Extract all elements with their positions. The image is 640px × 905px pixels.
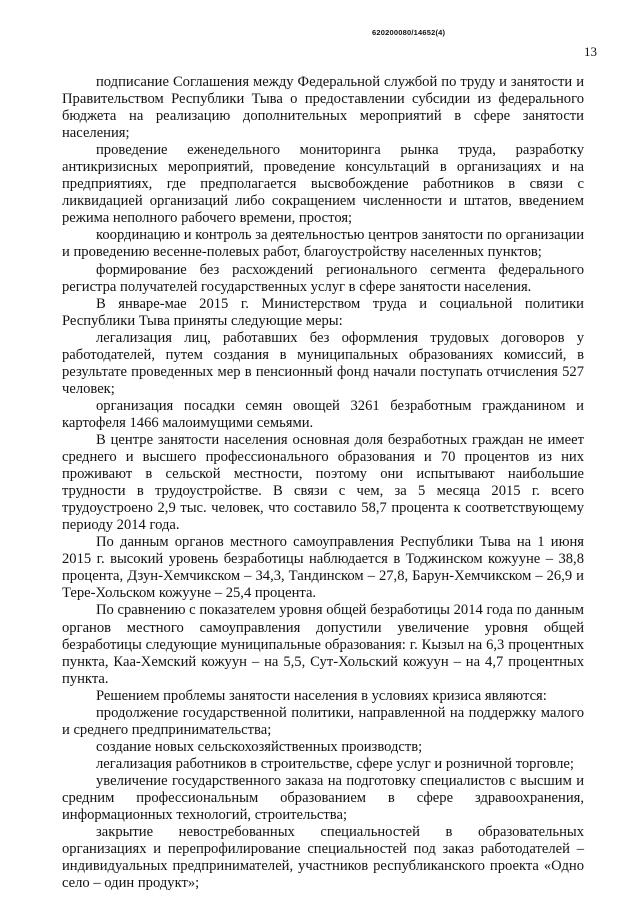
paragraph: В центре занятости населения основная доля безработных граждан не имеет среднего и высшего профессионального образования и 70 процентов из них проживают в сельской местности, поэтому они испытывают наибольшие трудности в трудоустройстве. В связи с чем, за 5 месяца 2015 г. всего трудоустроено 2,9 тыс. человек, что составило 58,7 процента к соответствующему периоду 2014 года. (62, 431, 584, 534)
paragraph: закрытие невостребованных специальностей в образовательных организациях и перепрофилирование специальностей под заказ работодателей – индивидуальных предпринимателей, участников республиканского проекта «Одно село – один продукт»; (62, 824, 584, 892)
page-number: 13 (584, 44, 597, 59)
paragraph: организация посадки семян овощей 3261 безработным гражданином и картофеля 1466 малоимущими семьями. (62, 397, 584, 431)
paragraph: проведение еженедельного мониторинга рынка труда, разработку антикризисных мероприятий, проведение консультаций в организациях и на предприятиях, где предполагается высвобождение работников в связи с ликвидацией организаций либо сокращением численности и штатов, введением режима неполного рабочего времени, простоя; (62, 142, 584, 227)
paragraph: координацию и контроль за деятельностью центров занятости по организации и проведению весенне-полевых работ, благоустройству населенных пунктов; (62, 227, 584, 261)
paragraph: В январе-мае 2015 г. Министерством труда и социальной политики Республики Тыва приняты следующие меры: (62, 295, 584, 329)
paragraph: Решением проблемы занятости населения в условиях кризиса являются: (96, 687, 547, 704)
paragraph: формирование без расхождений регионального сегмента федерального регистра получателей государственных услуг в сфере занятости населения. (62, 261, 584, 295)
document-id: 620200080/14652(4) (372, 28, 446, 37)
paragraph: продолжение государственной политики, направленной на поддержку малого и среднего предпринимательства; (62, 704, 584, 738)
paragraph: легализация работников в строительстве, сфере услуг и розничной торговле; (96, 755, 574, 772)
body-text (62, 74, 584, 892)
paragraph: легализация лиц, работавших без оформления трудовых договоров у работодателей, путем создания в муниципальных образованиях комиссий, в результате проведенных мер в пенсионный фонд начали поступать отчисления 527 человек; (62, 329, 584, 397)
paragraph: увеличение государственного заказа на подготовку специалистов с высшим и средним профессиональным образованием в сфере здравоохранения, информационных технологий, строительства; (62, 772, 584, 824)
paragraph: По данным органов местного самоуправления Республики Тыва на 1 июня 2015 г. высокий уровень безработицы наблюдается в Тоджинском кожууне – 38,8 процента, Дзун-Хемчикском – 34,3, Тандинском – 27,8, Барун-Хемчикском – 26,9 и Тере-Хольском кожууне – 25,4 процента. (62, 534, 584, 602)
paragraph: подписание Соглашения между Федеральной службой по труду и занятости и Правительством Республики Тыва о предоставлении субсидии из федерального бюджета на реализацию дополнительных мероприятий в сфере занятости населения; (62, 74, 584, 142)
paragraph: По сравнению с показателем уровня общей безработицы 2014 года по данным органов местного самоуправления допустили увеличение уровня общей безработицы следующие муниципальные образования: г. Кызыл на 6,3 процентных пункта, Каа-Хемский кожуун – на 5,5, Сут-Хольский кожуун – на 4,7 процентных пункта. (62, 602, 584, 687)
paragraph: создание новых сельскохозяйственных производств; (96, 738, 423, 755)
